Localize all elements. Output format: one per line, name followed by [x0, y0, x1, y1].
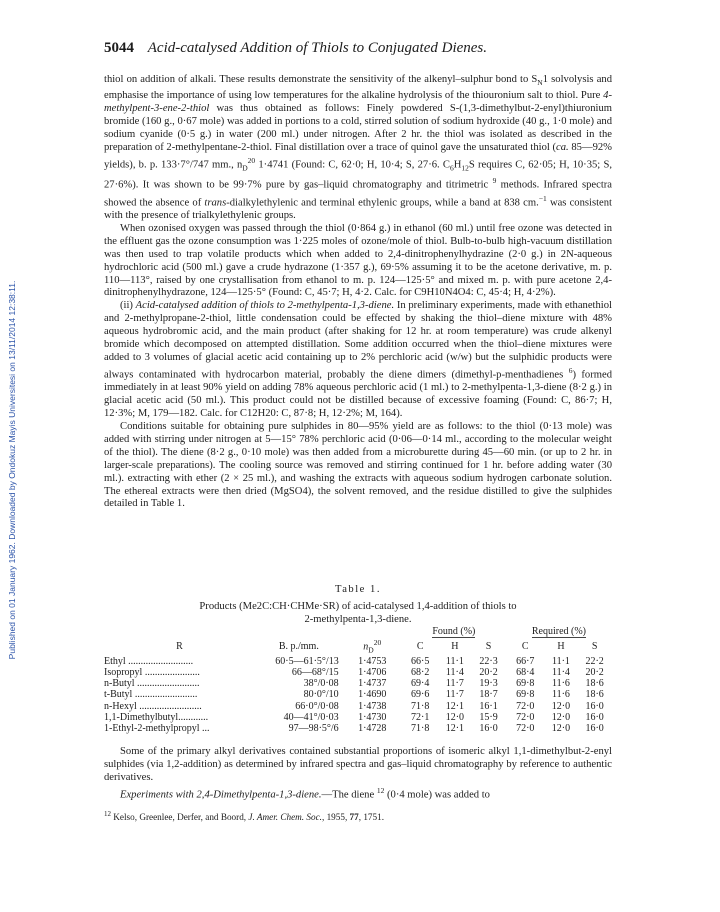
- cell-bp: 40—41°/0·03: [283, 711, 339, 723]
- cell-rs: 16·0: [585, 700, 604, 712]
- table-row: [104, 689, 612, 700]
- col-r: R: [176, 640, 183, 652]
- cell-bp: 66·0°/0·08: [295, 700, 339, 712]
- running-header: [104, 40, 487, 57]
- paragraph-6: Experiments with 2,4-Dimethylpenta-1,3-diene.—The diene $^{12}$ (0·4 mole) was added to: [120, 785, 490, 801]
- cell-rs: 22·2: [585, 655, 604, 667]
- cell-nd: 1·4706: [358, 666, 387, 678]
- cell-fs: 19·3: [479, 678, 498, 690]
- cell-rh: 12·0: [551, 722, 571, 734]
- table-caption: [104, 583, 612, 626]
- cell-rc: 69·8: [516, 678, 535, 690]
- paragraph-5: Some of the primary alkyl derivatives contained substantial proportions of isomeric alkyl 1,1-dimethylbut-2-enyl sulphides (via 1,2-addition) as determined by infrared spectra and gas–liquid chromatography by reference to authentic derivatives.: [104, 746, 612, 783]
- body-text: [104, 74, 612, 511]
- cell-rc: 68·4: [516, 666, 535, 678]
- cell-fh: 12·1: [445, 700, 465, 712]
- footnote: $^{12}$ Kelso, Greenlee, Derfer, and Boord, J. Amer. Chem. Soc., 1955, 77, 1751.: [104, 810, 384, 823]
- col-found-c: C: [416, 640, 424, 652]
- cell-rh: 11·6: [551, 689, 570, 701]
- col-found-s: S: [485, 640, 492, 652]
- cell-fs: 16·0: [479, 722, 498, 734]
- table-label: Table 1.: [335, 584, 381, 595]
- cell-fc: 68·2: [411, 666, 430, 678]
- cell-bp: 60·5—61·5°/13: [275, 655, 339, 667]
- page-number: 5044: [104, 40, 134, 56]
- cell-rs: 20·2: [585, 666, 604, 678]
- cell-fs: 20·2: [479, 666, 498, 678]
- cell-r: n-Butyl .........................: [104, 678, 200, 690]
- found-header: Found (%): [432, 626, 476, 637]
- cell-rc: 69·8: [516, 689, 535, 701]
- cell-rs: 16·0: [585, 722, 604, 734]
- cell-fh: 12·1: [445, 722, 465, 734]
- cell-r: Ethyl ..........................: [104, 655, 194, 667]
- table-row: [104, 712, 612, 723]
- cell-fc: 69·6: [411, 689, 430, 701]
- cell-fh: 12·0: [445, 711, 465, 723]
- cell-rc: 72·0: [516, 711, 535, 723]
- cell-bp: 66—68°/15: [291, 666, 339, 678]
- table-row: [104, 656, 612, 667]
- paragraph-2: When ozonised oxygen was passed through the thiol (0·864 g.) in ethanol (60 ml.) until free ozone was detected in the effluent gas the ozone consumption was 1·225 moles of ozone/mole of thiol. Bulb-to-bulb high-vacuum distillation was then used to trap volatile products which when added to 2,4-dinitrophenylhydrazine (2·0 g.) in 2N-aqueous hydrochloric acid (500 ml.) gave a crude hydrazone (1·357 g.), 69·5% assuming it to be the acetone derivative, m. p. 110—113°, raised by one crystallisation from ethanol to m. p. 124—125·5° and mixed m. p. with pure acetone 2,4-dinitrophenylhydrazone, 124—125·5° (Found: C, 45·7; H, 4·2. Calc. for C9H10N4O4: C, 45·4; H, 4·2%).: [104, 222, 612, 299]
- running-title: Acid-catalysed Addition of Thiols to Conjugated Dienes.: [147, 40, 488, 56]
- cell-nd: 1·4737: [358, 678, 387, 690]
- required-header: Required (%): [531, 626, 587, 637]
- cell-rh: 12·0: [551, 700, 571, 712]
- cell-fc: 71·8: [411, 722, 430, 734]
- cell-fh: 11·7: [445, 678, 464, 690]
- closing-text: [104, 746, 612, 802]
- cell-rs: 16·0: [585, 711, 604, 723]
- cell-rs: 18·6: [585, 689, 604, 701]
- paragraph-4: Conditions suitable for obtaining pure sulphides in 80—95% yield are as follows: to the thiol (0·13 mole) was added with stirring under nitrogen at 5—15° 78% perchloric acid (0·06—0·14 ml., according to the molecular weight of the thiol). The diene (8·2 g., 0·10 mole) was then added from a microburette during 45—60 min. (or up to 2 hr. in larger-scale preparations). The cooling source was removed and stirring continued for 1 hr. before adding water (30 ml.). extracting with ether (2 × 25 ml.), and washing the extracts with aqueous sodium hydrogen carbonate solution. The ethereal extracts were then dried (MgSO4), the solvent removed, and the residue distilled to give the sulphides detailed in Table 1.: [104, 421, 612, 510]
- cell-rc: 72·0: [516, 700, 535, 712]
- cell-r: 1,1-Dimethylbutyl............: [104, 711, 209, 723]
- cell-bp: 38°/0·08: [303, 678, 339, 690]
- col-req-h: H: [557, 640, 565, 652]
- download-watermark: [2, 0, 20, 912]
- cell-fs: 15·9: [479, 711, 498, 723]
- cell-fc: 66·5: [411, 655, 430, 667]
- table-row: [104, 678, 612, 689]
- table-1: [104, 626, 612, 734]
- cell-r: n-Hexyl .........................: [104, 700, 202, 712]
- cell-fh: 11·7: [445, 689, 464, 701]
- cell-r: Isopropyl ......................: [104, 666, 200, 678]
- table-caption-line-2: 2-methylpenta-1,3-diene.: [304, 614, 412, 625]
- table-row: [104, 701, 612, 712]
- cell-nd: 1·4730: [358, 711, 387, 723]
- cell-bp: 97—98·5°/6: [288, 722, 339, 734]
- cell-rh: 12·0: [551, 711, 571, 723]
- col-req-c: C: [521, 640, 529, 652]
- cell-nd: 1·4738: [358, 700, 387, 712]
- cell-rh: 11·4: [551, 666, 570, 678]
- cell-r: 1-Ethyl-2-methylpropyl ...: [104, 722, 210, 734]
- cell-r: t-Butyl .........................: [104, 689, 198, 701]
- cell-nd: 1·4728: [358, 722, 387, 734]
- paragraph-3: (ii) Acid-catalysed addition of thiols to 2-methylpenta-1,3-diene. In preliminary experiments, made with ethanethiol and 2-methylpropane-2-thiol, little condensation could be effected by shaking the thiol–diene mixture with 48% aqueous hydrobromic acid, and the main product (after shaking for 12 hr. at room temperature) was crude alkenyl bromide which decomposed on attempted distillation. Some addition occurred when the thiol–diene mixtures were added to 3 volumes of glacial acetic acid containing up to 2% perchloric acid (w/w) but the sulphidic products were always contaminated with hydrocarbon material, probably the diene dimers (dimethyl-p-menthadienes $^6$) formed immediately in at least 90% yield on adding 78% aqueous perchloric acid (1 ml.) to 2-methylpenta-1,3-diene (8·2 g.) in glacial acetic acid (50 ml.). This product could not be distilled because of excessive foaming (Found: C, 86·7; H, 12·3%; M, 179—182. Calc. for C12H20: C, 87·8; H, 12·2%; M, 164).: [104, 300, 612, 420]
- paragraph-1: thiol on addition of alkali. These results demonstrate the sensitivity of the alkenyl–sulphur bond to $S_N1$ solvolysis and emphasise the importance of using low temperatures for the alkaline hydrolysis of the thiouronium salt to thiol. Pure 4-methylpent-3-ene-2-thiol was thus obtained as follows: Finely powdered S-(1,3-dimethylbut-2-enyl)thiuronium bromide (160 g., 0·67 mole) was added in portions to a cold, stirred solution of sodium hydroxide (40 g., 1·0 mole) and sodium cyanide (0·5 g.) in water (200 ml.) under nitrogen. After 2 hr. the thiol was isolated as described in the preparation of 2-methylpentane-2-thiol. Final distillation over a trace of quinol gave the unsaturated thiol (ca. 85—92% yields), b. p. 133·7°/747 mm., $n_D^{20}$ 1·4741 (Found: C, 62·0; H, 10·4; S, 27·6. $C_6H_{12}S$ requires C, 62·05; H, 10·35; S, 27·6%). It was shown to be 99·7% pure by gas–liquid chromatography and titrimetric $^9$ methods. Infrared spectra showed the absence of trans-dialkylethylenic and terminal ethylenic groups, while a band at 838 cm.$^{-1}$ was consistent with the presence of trialkylethylenic groups.: [104, 74, 613, 221]
- cell-fc: 72·1: [411, 711, 430, 723]
- cell-rh: 11·1: [551, 655, 570, 667]
- col-found-h: H: [451, 640, 459, 652]
- cell-rc: 66·7: [516, 655, 535, 667]
- cell-fh: 11·4: [445, 666, 464, 678]
- col-bp: B. p./mm.: [278, 640, 319, 652]
- table-group-header: [104, 626, 612, 637]
- cell-fs: 22·3: [479, 655, 498, 667]
- cell-fs: 16·1: [479, 700, 498, 712]
- table-row: [104, 723, 612, 734]
- cell-fs: 18·7: [479, 689, 498, 701]
- col-req-s: S: [591, 640, 598, 652]
- cell-fh: 11·1: [445, 655, 464, 667]
- cell-bp: 80·0°/10: [303, 689, 339, 701]
- download-note: Published on 01 January 1962. Downloaded by Ondokuz Mayis Universitesi on 13/11/2014 12:38:11.: [7, 280, 17, 660]
- cell-rs: 18·6: [585, 678, 604, 690]
- cell-rc: 72·0: [516, 722, 535, 734]
- table-caption-line-1: Products (Me2C:CH·CHMe·SR) of acid-catalysed 1,4-addition of thiols to: [199, 601, 517, 612]
- cell-rh: 11·6: [551, 678, 570, 690]
- cell-fc: 71·8: [411, 700, 430, 712]
- table-column-header: [104, 637, 612, 656]
- table-row: [104, 667, 612, 678]
- col-nd: $n_D^{20}$: [363, 638, 382, 655]
- cell-fc: 69·4: [411, 678, 430, 690]
- cell-nd: 1·4690: [358, 689, 387, 701]
- cell-nd: 1·4753: [358, 655, 387, 667]
